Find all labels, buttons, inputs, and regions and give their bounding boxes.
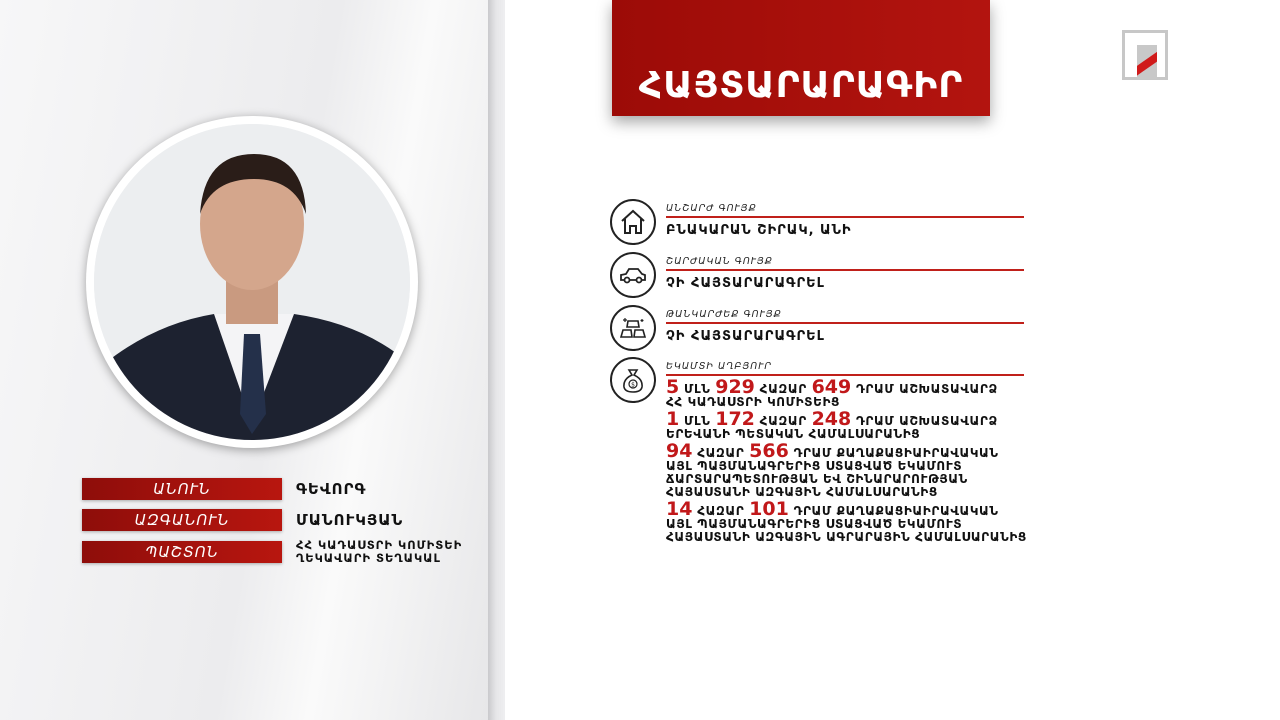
red-rule bbox=[666, 216, 1024, 218]
amount-number: 172 bbox=[715, 408, 755, 430]
name-value: ԳԵՎՈՐԳ bbox=[296, 479, 367, 498]
amount-unit: ՀԱԶԱՐ bbox=[692, 446, 750, 460]
income-caption: ԵԿԱՄՏԻ ԱՂԲՅՈՒՐ bbox=[666, 361, 772, 372]
surname-value: ՄԱՆՈՒԿՅԱՆ bbox=[296, 510, 404, 529]
income-amount-line bbox=[666, 376, 1086, 398]
income-source-line: ՀՀ ԿԱԴԱՍՏՐԻ ԿՈՄԻՏԵԻՑ bbox=[666, 395, 841, 409]
amount-unit: ԴՐԱՄ ԱՇԽԱՏԱՎԱՐՁ bbox=[851, 414, 998, 428]
amount-number: 1 bbox=[666, 408, 680, 430]
amount-unit: ՄԼՆ bbox=[679, 382, 716, 396]
name-label: ԱՆՈՒՆ bbox=[82, 478, 282, 500]
income-source-line: ԱՅԼ ՊԱՅՄԱՆԱԳՐԵՐԻՑ ՍՏԱՑՎԱԾ ԵԿԱՄՈՒՏ bbox=[666, 517, 963, 531]
amount-number: 5 bbox=[666, 376, 680, 398]
red-rule bbox=[666, 269, 1024, 271]
position-label: ՊԱՇՏՈՆ bbox=[82, 541, 282, 563]
amount-unit: ՀԱԶԱՐ bbox=[754, 382, 812, 396]
income-amount-line bbox=[666, 408, 1086, 430]
amount-unit: ԴՐԱՄ ՔԱՂԱՔԱՑԻԱԻՐԱՎԱԿԱՆ bbox=[788, 504, 999, 518]
income-entry bbox=[666, 440, 1086, 499]
surname-row bbox=[82, 509, 403, 531]
position-row bbox=[82, 538, 463, 565]
asset-caption: ՇԱՐԺԱԿԱՆ ԳՈՒՅՔ bbox=[666, 256, 773, 267]
amount-unit: ԴՐԱՄ ՔԱՂԱՔԱՑԻԱԻՐԱՎԱԿԱՆ bbox=[788, 446, 999, 460]
amount-unit: ՀԱԶԱՐ bbox=[754, 414, 812, 428]
income-source-line: ՀԱՅԱՍՏԱՆԻ ԱԶԳԱՅԻՆ ԱԳՐԱՐԱՅԻՆ ՀԱՄԱԼՍԱՐԱՆԻՑ bbox=[666, 530, 1027, 544]
gold-bars-icon bbox=[610, 305, 656, 351]
logo-one-icon bbox=[1137, 45, 1157, 79]
amount-unit: ԴՐԱՄ ԱՇԽԱՏԱՎԱՐՁ bbox=[851, 382, 998, 396]
position-line: ՀՀ ԿԱԴԱՍՏՐԻ ԿՈՄԻՏԵԻ bbox=[296, 538, 463, 552]
red-rule bbox=[666, 322, 1024, 324]
amount-number: 566 bbox=[749, 440, 789, 462]
portrait-photo bbox=[94, 124, 410, 440]
asset-caption: ԱՆՇԱՐԺ ԳՈՒՅՔ bbox=[666, 203, 757, 214]
income-entry bbox=[666, 498, 1086, 544]
income-entry bbox=[666, 408, 1086, 441]
income-amount-line bbox=[666, 498, 1086, 520]
amount-unit: ՄԼՆ bbox=[679, 414, 716, 428]
svg-text:$: $ bbox=[631, 381, 635, 389]
income-source-line: ՃԱՐՏԱՐԱՊԵՏՈՒԹՅԱՆ ԵՎ ՇԻՆԱՐԱՐՈՒԹՅԱՆ bbox=[666, 472, 968, 486]
asset-value: ՉԻ ՀԱՅՏԱՐԱՐԱԳՐԵԼ bbox=[666, 329, 825, 344]
car-icon bbox=[610, 252, 656, 298]
income-source-line: ԵՐԵՎԱՆԻ ՊԵՏԱԿԱՆ ՀԱՄԱԼՍԱՐԱՆԻՑ bbox=[666, 427, 921, 441]
name-row bbox=[82, 478, 366, 500]
amount-number: 94 bbox=[666, 440, 693, 462]
money-bag-icon bbox=[610, 357, 656, 403]
title-banner bbox=[612, 0, 990, 116]
asset-caption: ԹԱՆԿԱՐԺԵՔ ԳՈՒՅՔ bbox=[666, 309, 782, 320]
income-entry bbox=[666, 376, 1086, 409]
amount-number: 649 bbox=[811, 376, 852, 398]
asset-value: ՉԻ ՀԱՅՏԱՐԱՐԱԳՐԵԼ bbox=[666, 276, 825, 291]
portrait-frame bbox=[86, 116, 418, 448]
channel-logo bbox=[1122, 30, 1168, 80]
surname-label: ԱԶԳԱՆՈՒՆ bbox=[82, 509, 282, 531]
income-source-line: ՀԱՅԱՍՏԱՆԻ ԱԶԳԱՅԻՆ ՀԱՄԱԼՍԱՐԱՆԻՑ bbox=[666, 485, 938, 499]
position-value bbox=[296, 539, 462, 565]
position-line: ՂԵԿԱՎԱՐԻ ՏԵՂԱԿԱԼ bbox=[296, 551, 441, 565]
income-list bbox=[666, 376, 1086, 548]
amount-unit: ՀԱԶԱՐ bbox=[692, 504, 750, 518]
income-source-line: ԱՅԼ ՊԱՅՄԱՆԱԳՐԵՐԻՑ ՍՏԱՑՎԱԾ ԵԿԱՄՈՒՏ bbox=[666, 459, 963, 473]
page-title: ՀԱՅՏԱՐԱՐԱԳԻՐ bbox=[638, 65, 964, 106]
amount-number: 101 bbox=[749, 498, 789, 520]
asset-value: ԲՆԱԿԱՐԱՆ ՇԻՐԱԿ, ԱՆԻ bbox=[666, 223, 852, 238]
amount-number: 248 bbox=[811, 408, 852, 430]
income-amount-line bbox=[666, 440, 1086, 462]
house-icon bbox=[610, 199, 656, 245]
amount-number: 14 bbox=[666, 498, 693, 520]
amount-number: 929 bbox=[715, 376, 755, 398]
